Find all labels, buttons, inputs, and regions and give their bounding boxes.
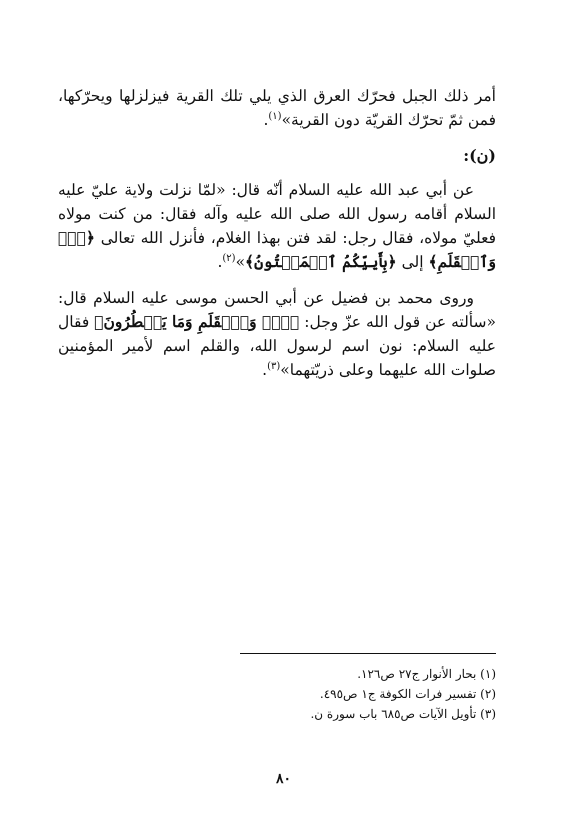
footnotes [58,664,496,724]
paragraph [58,178,496,274]
quran-verse: ﴿بِأَييِّكُمُ ٱلۡمَفۡتُونُ﴾ [245,252,397,271]
paragraph-text: إلى [396,253,429,271]
quran-verse: ﴿نٓۚ وَٱلۡقَلَمِ﴾ [58,228,496,271]
paragraph-text: » [235,253,246,271]
footnote-marker: (٣) [267,360,281,372]
paragraph-text: وروى محمد بن فضيل عن أبي الحسن موسى عليه السلام قال: «سألته عن قول الله عزّ وجل: [58,289,496,331]
footnote-marker: (٢) [222,252,236,264]
quran-verse: ﴿نٓۚ وَٱلۡقَلَمِ وَمَا يَسۡطُرُونَ﴾ [94,312,300,331]
paragraph-text: . [217,253,223,271]
paragraph [58,286,496,382]
paragraph-text: أمر ذلك الجبل فحرّك العرق الذي يلي تلك القرية فيزلزلها ويحرّكها، فمن ثمّ تحرّك القريّة دون القرية» [58,87,496,129]
footnote-2: (٢) تفسير فرات الكوفة ج١ ص٤٩٥. [319,687,496,701]
footnote-3: (٣) تأويل الآيات ص٦٨٥ باب سورة ن. [310,707,496,721]
paragraph-text: . [263,111,269,129]
paragraph [58,84,496,132]
paragraph-text: فقال عليه السلام: نون اسم لرسول الله، والقلم اسم لأمير المؤمنين صلوات الله عليهما وعلى ذريّتهما» [58,313,496,379]
footnote-separator [240,653,496,654]
page-number: ٨٠ [275,771,292,787]
footnote-1: (١) بحار الأنوار ج٢٧ ص١٢٦. [357,667,496,681]
paragraph-text: . [262,361,268,379]
section-heading: (ن): [463,146,496,165]
footnote-marker: (١) [268,110,282,122]
paragraph-block-1 [58,84,496,132]
paragraph-block-2 [58,178,496,382]
page-body [58,84,496,394]
paragraph-text: عن أبي عبد الله عليه السلام أنّه قال: «لمّا نزلت ولاية عليّ عليه السلام أقامه رسول الله صلى الله عليه وآله فقال: من كنت مولاه فعليّ مولاه، فقال رجل: لقد فتن بهذا الغلام، فأنزل الله تعالى [58,181,496,247]
